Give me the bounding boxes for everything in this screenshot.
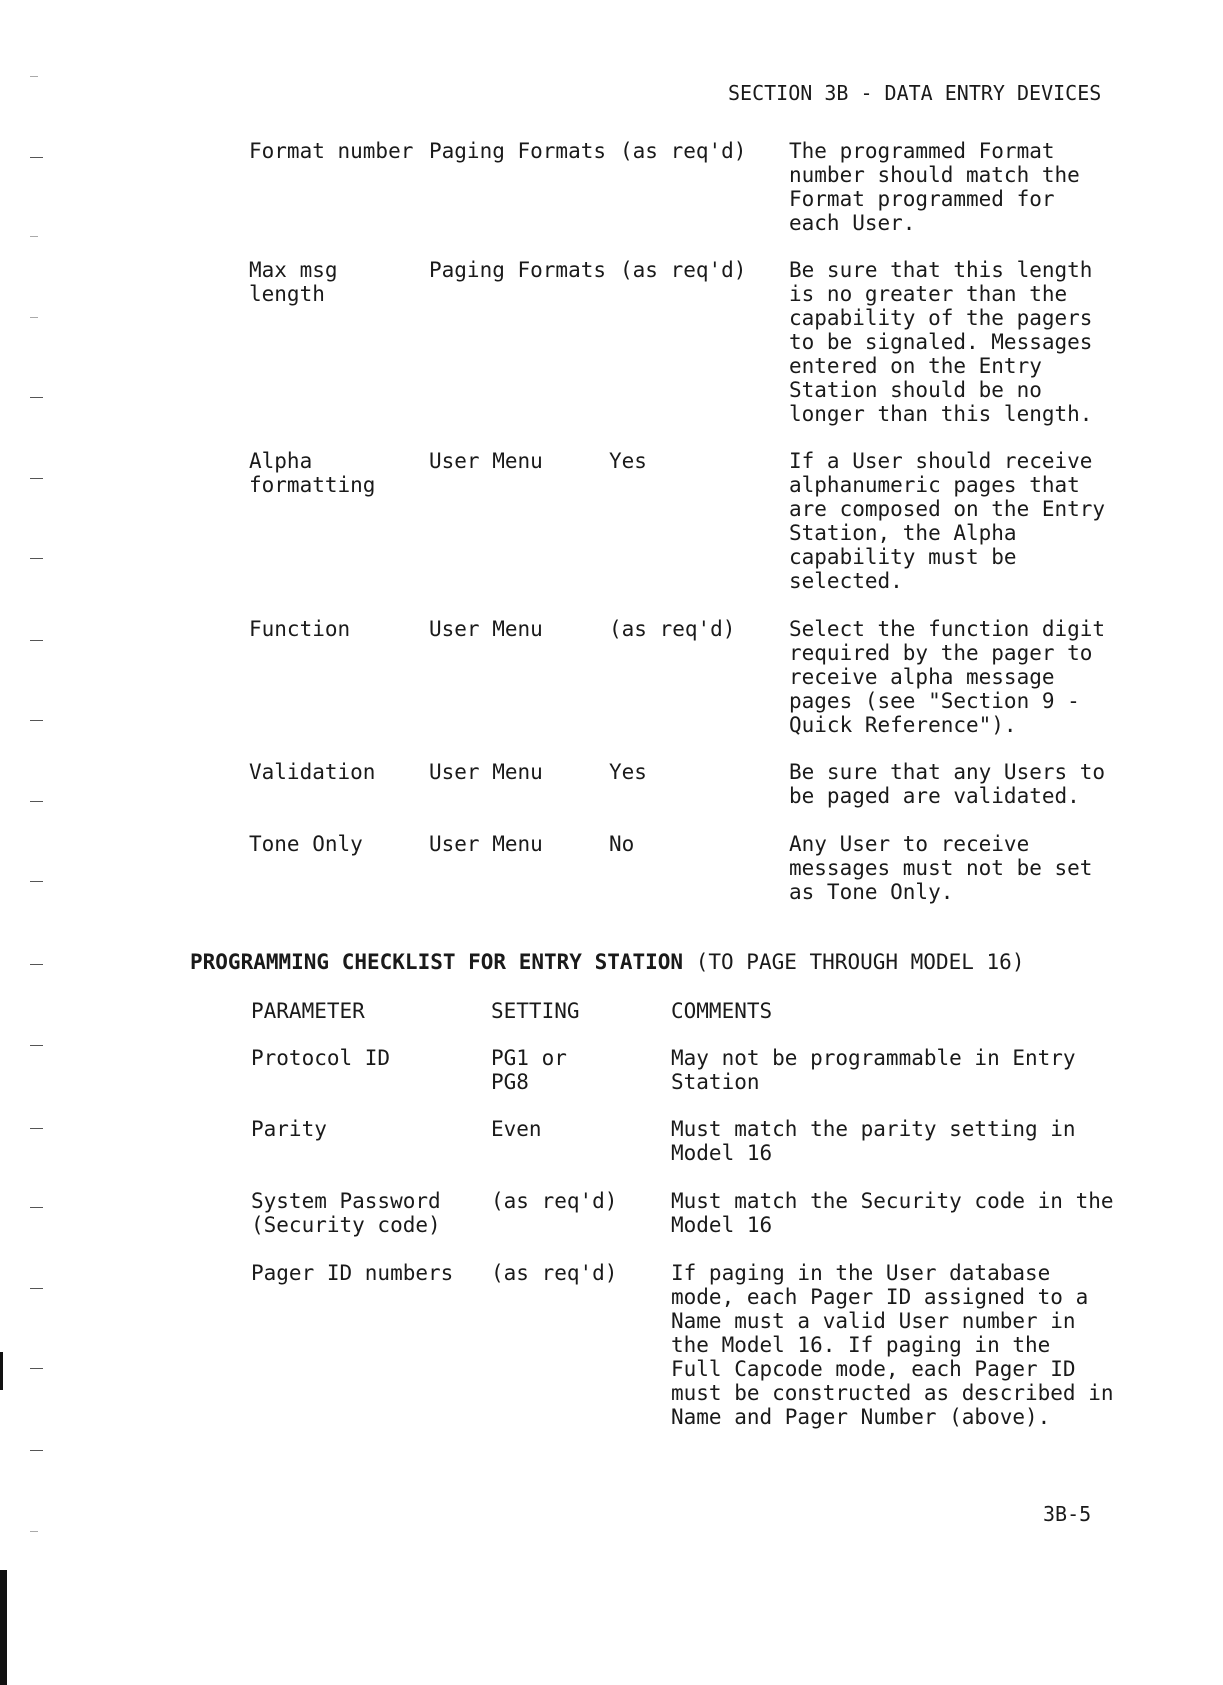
checklist-title xyxy=(190,950,1024,974)
scan-edge-bar xyxy=(0,1570,7,1685)
scan-mark xyxy=(30,76,38,77)
scan-mark xyxy=(30,478,43,479)
scan-mark xyxy=(30,1368,43,1369)
column-header-parameter: PARAMETER xyxy=(251,999,365,1023)
param-note: Be sure that any Users to be paged are validated. xyxy=(789,760,1106,808)
scan-mark xyxy=(30,397,43,398)
checklist-parameter: Parity xyxy=(251,1117,327,1141)
param-name: Format number xyxy=(249,139,414,163)
checklist-setting: (as req'd) xyxy=(491,1261,618,1285)
param-note: Any User to receive messages must not be set as Tone Only. xyxy=(789,832,1093,904)
param-menu: User Menu xyxy=(429,832,543,856)
checklist-setting: (as req'd) xyxy=(491,1189,618,1213)
param-name: Alpha formatting xyxy=(249,449,376,497)
scan-mark xyxy=(30,964,43,965)
scan-mark xyxy=(30,1288,43,1289)
scan-mark xyxy=(30,1045,43,1046)
checklist-comment: If paging in the User database mode, each Pager ID assigned to a Name must a valid User number in the Model 16. If paging in the Full Capcode mode, each Pager ID must be constructed as described in Name and Pager Number (above). xyxy=(671,1261,1114,1429)
column-header-comments: COMMENTS xyxy=(671,999,773,1023)
checklist-title-rest: (TO PAGE THROUGH MODEL 16) xyxy=(683,950,1025,974)
checklist-parameter: System Password (Security code) xyxy=(251,1189,441,1237)
param-value: Yes xyxy=(609,760,647,784)
param-value: Yes xyxy=(609,449,647,473)
param-name: Function xyxy=(249,617,351,641)
checklist-comment: Must match the Security code in the Model 16 xyxy=(671,1189,1114,1237)
scan-mark xyxy=(30,881,43,882)
page-number: 3B-5 xyxy=(1043,1502,1092,1526)
param-menu: Paging Formats xyxy=(429,139,607,163)
checklist-comment: May not be programmable in Entry Station xyxy=(671,1046,1076,1094)
param-name: Validation xyxy=(249,760,376,784)
param-value: (as req'd) xyxy=(609,617,736,641)
param-value: (as req'd) xyxy=(620,258,747,282)
scan-mark xyxy=(30,720,43,721)
param-menu: Paging Formats xyxy=(429,258,607,282)
checklist-comment: Must match the parity setting in Model 16 xyxy=(671,1117,1076,1165)
scan-edge-bar xyxy=(0,1352,3,1390)
scan-mark xyxy=(30,1128,43,1129)
param-note: The programmed Format number should match the Format programmed for each User. xyxy=(789,139,1080,235)
checklist-setting: Even xyxy=(491,1117,542,1141)
param-menu: User Menu xyxy=(429,449,543,473)
scan-mark xyxy=(30,1450,43,1451)
scan-mark xyxy=(30,1207,43,1208)
checklist-setting: PG1 or PG8 xyxy=(491,1046,567,1094)
scan-mark xyxy=(30,801,43,802)
scan-mark xyxy=(30,317,38,318)
param-value: No xyxy=(609,832,635,856)
checklist-title-bold: PROGRAMMING CHECKLIST FOR ENTRY STATION xyxy=(190,950,684,974)
param-name: Max msg length xyxy=(249,258,338,306)
param-note: Be sure that this length is no greater than the capability of the pagers to be signaled. Messages entered on the Entry Station should be no longer than this length. xyxy=(789,258,1093,426)
param-menu: User Menu xyxy=(429,617,543,641)
checklist-parameter: Protocol ID xyxy=(251,1046,391,1070)
param-note: If a User should receive alphanumeric pages that are composed on the Entry Station, the Alpha capability must be selected. xyxy=(789,449,1106,593)
param-value: (as req'd) xyxy=(620,139,747,163)
scan-mark xyxy=(30,157,43,158)
scan-mark xyxy=(30,236,38,237)
scan-mark xyxy=(30,558,43,559)
scan-mark xyxy=(30,1531,38,1532)
checklist-parameter: Pager ID numbers xyxy=(251,1261,454,1285)
column-header-setting: SETTING xyxy=(491,999,580,1023)
param-menu: User Menu xyxy=(429,760,543,784)
param-note: Select the function digit required by the pager to receive alpha message pages (see "Section 9 - Quick Reference"). xyxy=(789,617,1106,737)
param-name: Tone Only xyxy=(249,832,363,856)
page-header: SECTION 3B - DATA ENTRY DEVICES xyxy=(728,81,1102,105)
scan-mark xyxy=(30,640,43,641)
